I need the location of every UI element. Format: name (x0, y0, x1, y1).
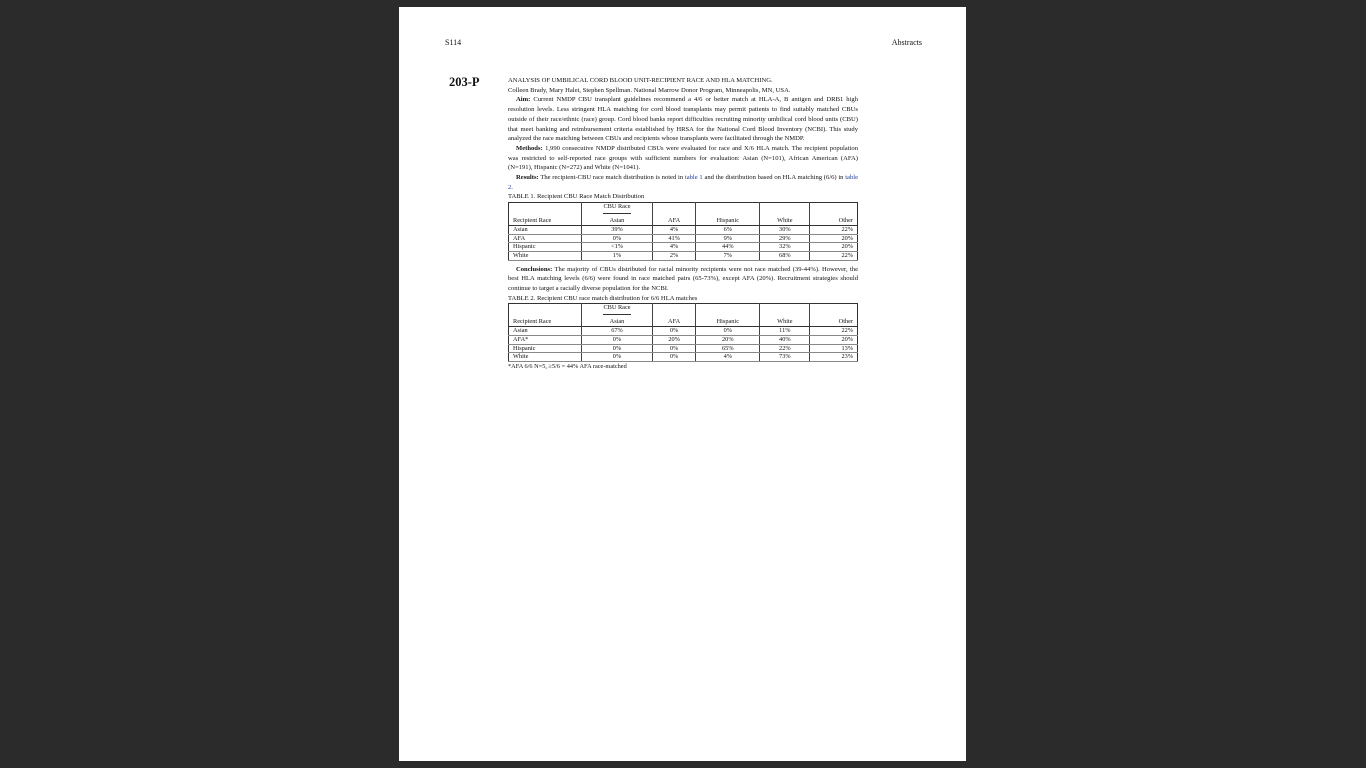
table-row (509, 344, 858, 353)
table1-col-header: White (760, 217, 810, 225)
table-cell: 20% (810, 243, 858, 252)
table-cell: 29% (760, 234, 810, 243)
table1-link[interactable]: table 1 (684, 174, 703, 182)
table2-col-header: White (760, 318, 810, 326)
table2-header-row (509, 318, 858, 326)
table-cell: Hispanic (509, 243, 582, 252)
table1-header-row (509, 217, 858, 225)
table-row (509, 225, 858, 234)
table-cell: White (509, 251, 582, 260)
table2-col-header: Other (810, 318, 858, 326)
table-cell: 0% (582, 353, 653, 362)
table-cell: 65% (696, 344, 760, 353)
table2-col-header: AFA (653, 318, 696, 326)
table-cell: 0% (582, 234, 653, 243)
table-cell: 22% (810, 251, 858, 260)
table-cell: 22% (810, 327, 858, 336)
table-row (509, 251, 858, 260)
results-paragraph (508, 173, 858, 192)
table-cell: 0% (653, 353, 696, 362)
results-text-3: . (511, 183, 513, 191)
table1-col-header: Recipient Race (509, 217, 582, 225)
table-cell: 39% (582, 225, 653, 234)
table2-group-header: CBU Race (582, 304, 653, 319)
abstract-title: ANALYSIS OF UMBILICAL CORD BLOOD UNIT-RECIPIENT RACE AND HLA MATCHING. (508, 77, 773, 84)
table-cell: 0% (582, 344, 653, 353)
table1-group-row (509, 203, 858, 218)
table-cell: 4% (696, 353, 760, 362)
table-cell: 41% (653, 234, 696, 243)
table2-col-header: Asian (582, 318, 653, 326)
table-cell: Asian (509, 327, 582, 336)
table2 (508, 303, 858, 362)
table-cell: 6% (696, 225, 760, 234)
aim-paragraph (508, 95, 858, 144)
conclusions-text: The majority of CBUs distributed for racial minority recipients were not race matched (39-44%). However, the best HLA matching levels (6/6) were found in race matched pairs (65-73%), except AFA (20%). Recruitment strategies should continue to target a racially diverse population for the NCBI. (508, 265, 858, 293)
table-cell: 0% (653, 344, 696, 353)
table-cell: 7% (696, 251, 760, 260)
table-cell: 22% (760, 344, 810, 353)
table-cell: 20% (810, 234, 858, 243)
table-row (509, 353, 858, 362)
table-cell: <1% (582, 243, 653, 252)
abstract-id: 203-P (449, 75, 480, 89)
table-cell: 1% (582, 251, 653, 260)
table-cell: 32% (760, 243, 810, 252)
abstract-authors: Colleen Brady, Mary Halet, Stephen Spellman. National Marrow Donor Program, Minneapolis, MN, USA. (508, 86, 791, 94)
table-cell: Asian (509, 225, 582, 234)
results-label: Results: (516, 174, 539, 182)
table-cell: 9% (696, 234, 760, 243)
table-cell: Hispanic (509, 344, 582, 353)
table-cell: 11% (760, 327, 810, 336)
table-row (509, 243, 858, 252)
table1-col-header: AFA (653, 217, 696, 225)
table-cell: 13% (810, 344, 858, 353)
table-cell: 20% (653, 335, 696, 344)
table-cell: 20% (810, 335, 858, 344)
table-cell: White (509, 353, 582, 362)
table-cell: 22% (810, 225, 858, 234)
table-cell: 44% (696, 243, 760, 252)
document-page (399, 7, 966, 761)
running-header: Abstracts (891, 38, 922, 47)
methods-paragraph (508, 144, 858, 173)
table-cell: 73% (760, 353, 810, 362)
table-cell: 0% (653, 327, 696, 336)
table2-caption: TABLE 2. Recipient CBU race match distribution for 6/6 HLA matches (508, 294, 698, 302)
methods-label: Methods: (516, 144, 543, 152)
aim-text: Current NMDP CBU transplant guidelines recommend a 4/6 or better match at HLA-A, B antigen and DRB1 high resolution levels. Less stringent HLA matching for cord blood transplants may permit patients to find suitably matched CBUs outside of their race/ethnic (race) group. Cord blood banks report difficulties recruiting minority umbilical cord blood units (CBU) that meet banking and reimbursement criteria established by HRSA for the National Cord Blood Inventory (NCBI). This study analyzed the race matching between CBUs and recipients whose transplants were facilitated through the NMDP. (508, 96, 858, 143)
table-cell: AFA (509, 234, 582, 243)
table-cell: 0% (696, 327, 760, 336)
table1-col-header: Asian (582, 217, 653, 225)
table-cell: 68% (760, 251, 810, 260)
table-cell: 2% (653, 251, 696, 260)
conclusions-label: Conclusions: (516, 265, 553, 273)
page-number: S114 (445, 38, 462, 47)
table-cell: 4% (653, 243, 696, 252)
conclusions-paragraph (508, 265, 858, 294)
table-cell: 67% (582, 327, 653, 336)
methods-text: 1,990 consecutive NMDP distributed CBUs were evaluated for race and X/6 HLA match. The recipient population was restricted to self-reported race groups with sufficient numbers for evaluation: Asian (N=101), African American (AFA) (N=191), Hispanic (N=272) and White (N=1041). (508, 144, 858, 172)
table-cell: 4% (653, 225, 696, 234)
table2-col-header: Recipient Race (509, 318, 582, 326)
table-cell: AFA* (509, 335, 582, 344)
table2-footnote: *AFA 6/6 N=5, ≥5/6 = 44% AFA race-matched (508, 362, 627, 370)
table1-col-header: Hispanic (696, 217, 760, 225)
aim-label: Aim: (516, 96, 531, 104)
table2-link[interactable]: table 2 (508, 174, 859, 191)
table-row (509, 327, 858, 336)
abstract-body (508, 76, 858, 372)
table1 (508, 202, 858, 261)
table1-caption: TABLE 1. Recipient CBU Race Match Distribution (508, 193, 645, 201)
results-text: The recipient-CBU race match distribution is noted in (540, 174, 684, 182)
table-cell: 20% (696, 335, 760, 344)
table-cell: 40% (760, 335, 810, 344)
table2-group-row (509, 304, 858, 319)
table-row (509, 234, 858, 243)
table1-group-header: CBU Race (582, 203, 653, 218)
table-cell: 30% (760, 225, 810, 234)
table2-col-header: Hispanic (696, 318, 760, 326)
table1-col-header: Other (810, 217, 858, 225)
results-text-2: and the distribution based on HLA matching (6/6) in (704, 174, 844, 182)
table-cell: 0% (582, 335, 653, 344)
table-row (509, 335, 858, 344)
table-cell: 23% (810, 353, 858, 362)
